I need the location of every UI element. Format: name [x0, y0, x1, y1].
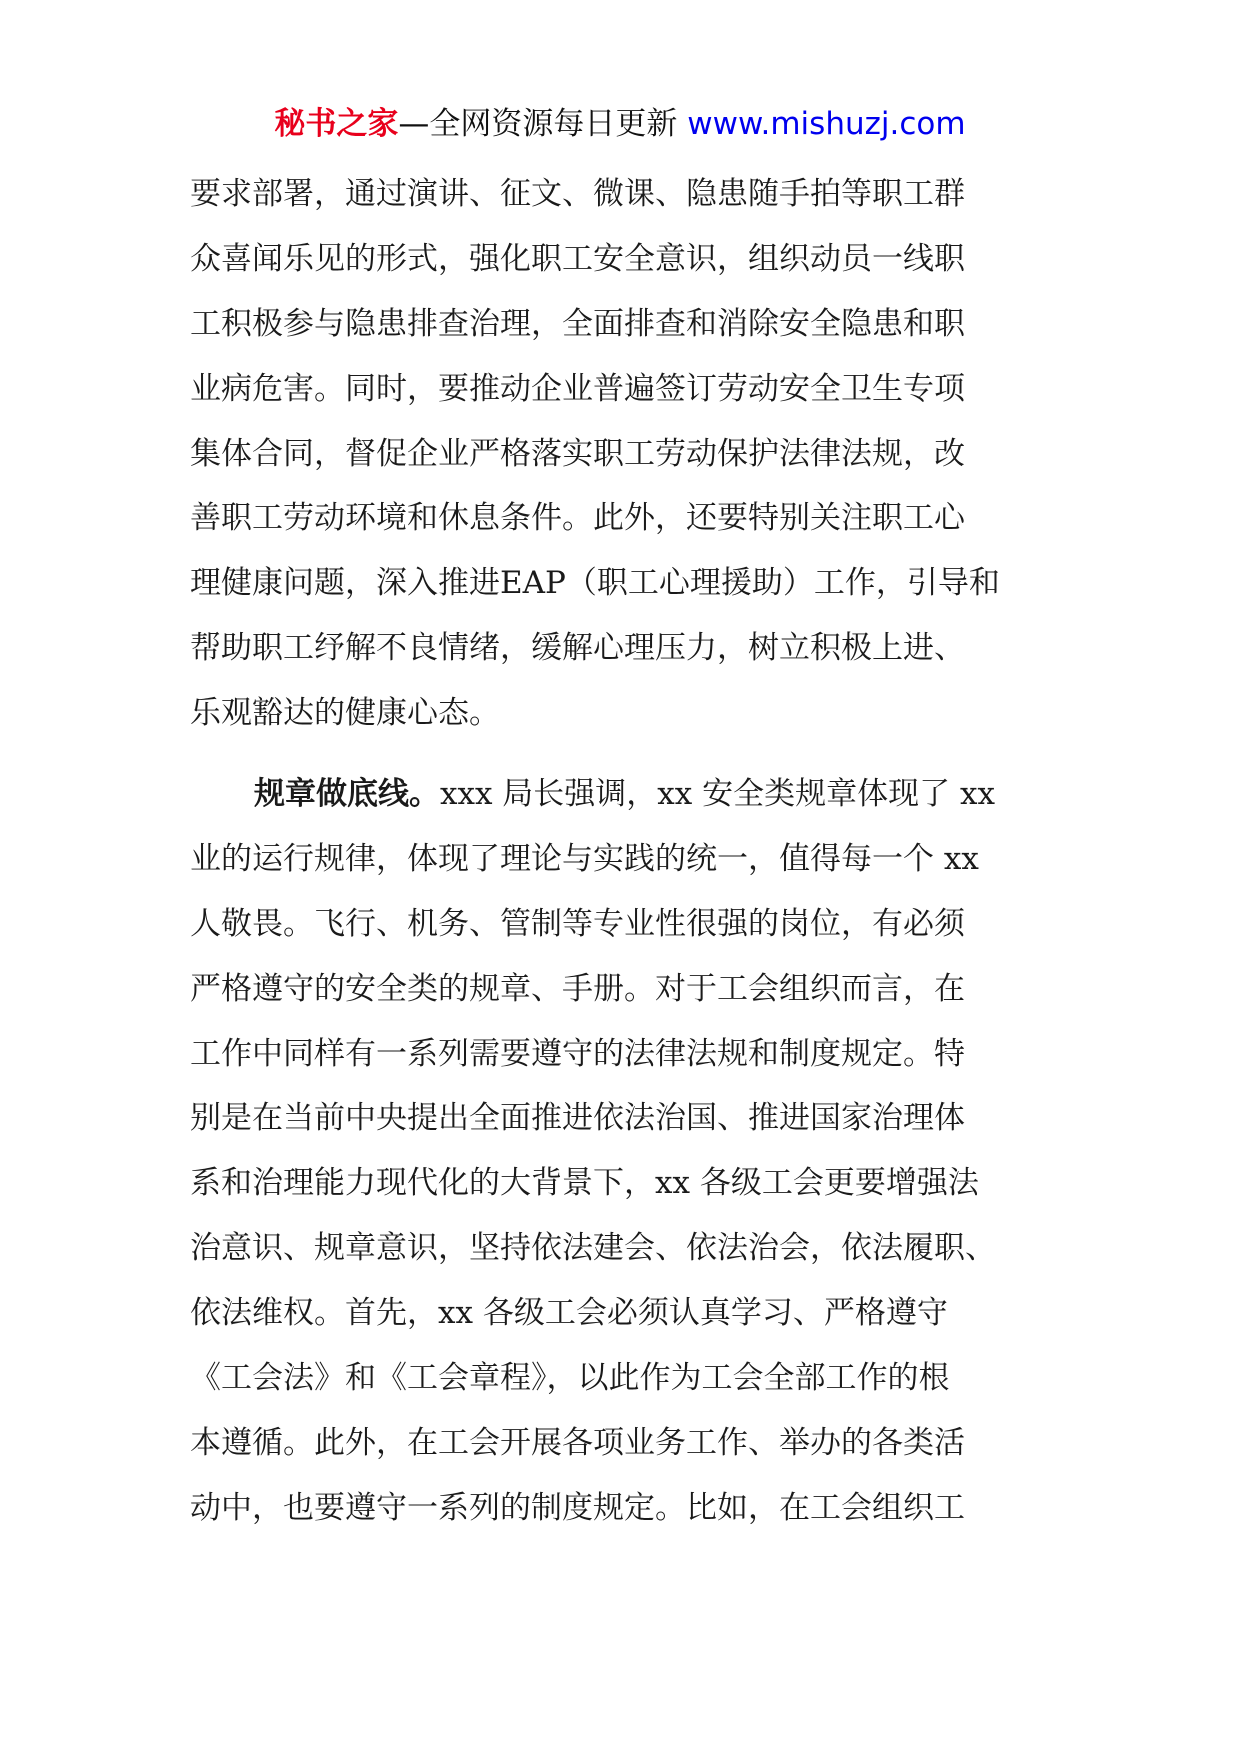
paragraph-line: 业的运行规律，体现了理论与实践的统一，值得每一个 xx — [190, 840, 979, 877]
paragraph-line: 帮助职工纾解不良情绪，缓解心理压力，树立积极上进、 — [190, 630, 965, 667]
paragraph-line: 乐观豁达的健康心态。 — [190, 695, 500, 732]
paragraph-line: 集体合同，督促企业严格落实职工劳动保护法律法规，改 — [190, 435, 965, 472]
header-tagline: —全网资源每日更新 — [398, 106, 678, 142]
paragraph-line: 工作中同样有一系列需要遵守的法律法规和制度规定。特 — [190, 1035, 965, 1072]
paragraph-line: 本遵循。此外，在工会开展各项业务工作、举办的各类活 — [190, 1424, 965, 1461]
paragraph-line: 严格遵守的安全类的规章、手册。对于工会组织而言，在 — [190, 970, 965, 1007]
paragraph-first-line — [190, 762, 1070, 827]
paragraph-line: 别是在当前中央提出全面推进依法治国、推进国家治理体 — [190, 1100, 965, 1137]
paragraph-heading: 规章做底线。 — [254, 776, 440, 813]
paragraph-line: 动中，也要遵守一系列的制度规定。比如，在工会组织工 — [190, 1489, 965, 1526]
paragraph-line: 要求部署，通过演讲、征文、微课、隐患随手拍等职工群 — [190, 176, 965, 212]
paragraph-gap — [190, 746, 1070, 762]
paragraph-2 — [190, 762, 1070, 1541]
paragraph-line: 治意识、规章意识，坚持依法建会、依法治会，依法履职、 — [190, 1230, 996, 1267]
brand-name: 秘书之家 — [274, 106, 399, 142]
site-url-link[interactable]: www.mishuzj.com — [687, 106, 966, 142]
paragraph-line: 工积极参与隐患排查治理，全面排查和消除安全隐患和职 — [190, 305, 965, 342]
paragraph-line: 《工会法》和《工会章程》，以此作为工会全部工作的根 — [190, 1360, 950, 1397]
site-header — [0, 100, 1240, 148]
paragraph-line: 善职工劳动环境和休息条件。此外，还要特别关注职工心 — [190, 500, 965, 537]
paragraph-line: 理健康问题，深入推进EAP（职工心理援助）工作，引导和 — [190, 565, 1000, 602]
paragraph-line: 众喜闻乐见的形式，强化职工安全意识，组织动员一线职 — [190, 240, 965, 277]
paragraph-line: 业病危害。同时，要推动企业普遍签订劳动安全卫生专项 — [190, 370, 965, 407]
paragraph-line: 人敬畏。飞行、机务、管制等专业性很强的岗位，有必须 — [190, 905, 965, 942]
paragraph-1 — [190, 162, 1070, 746]
paragraph-line: 系和治理能力现代化的大背景下，xx 各级工会更要增强法 — [190, 1165, 979, 1202]
document-body — [190, 162, 1070, 1541]
paragraph-line-text: xxx 局长强调，xx 安全类规章体现了 xx — [440, 776, 995, 813]
paragraph-line: 依法维权。首先，xx 各级工会必须认真学习、严格遵守 — [190, 1295, 948, 1332]
